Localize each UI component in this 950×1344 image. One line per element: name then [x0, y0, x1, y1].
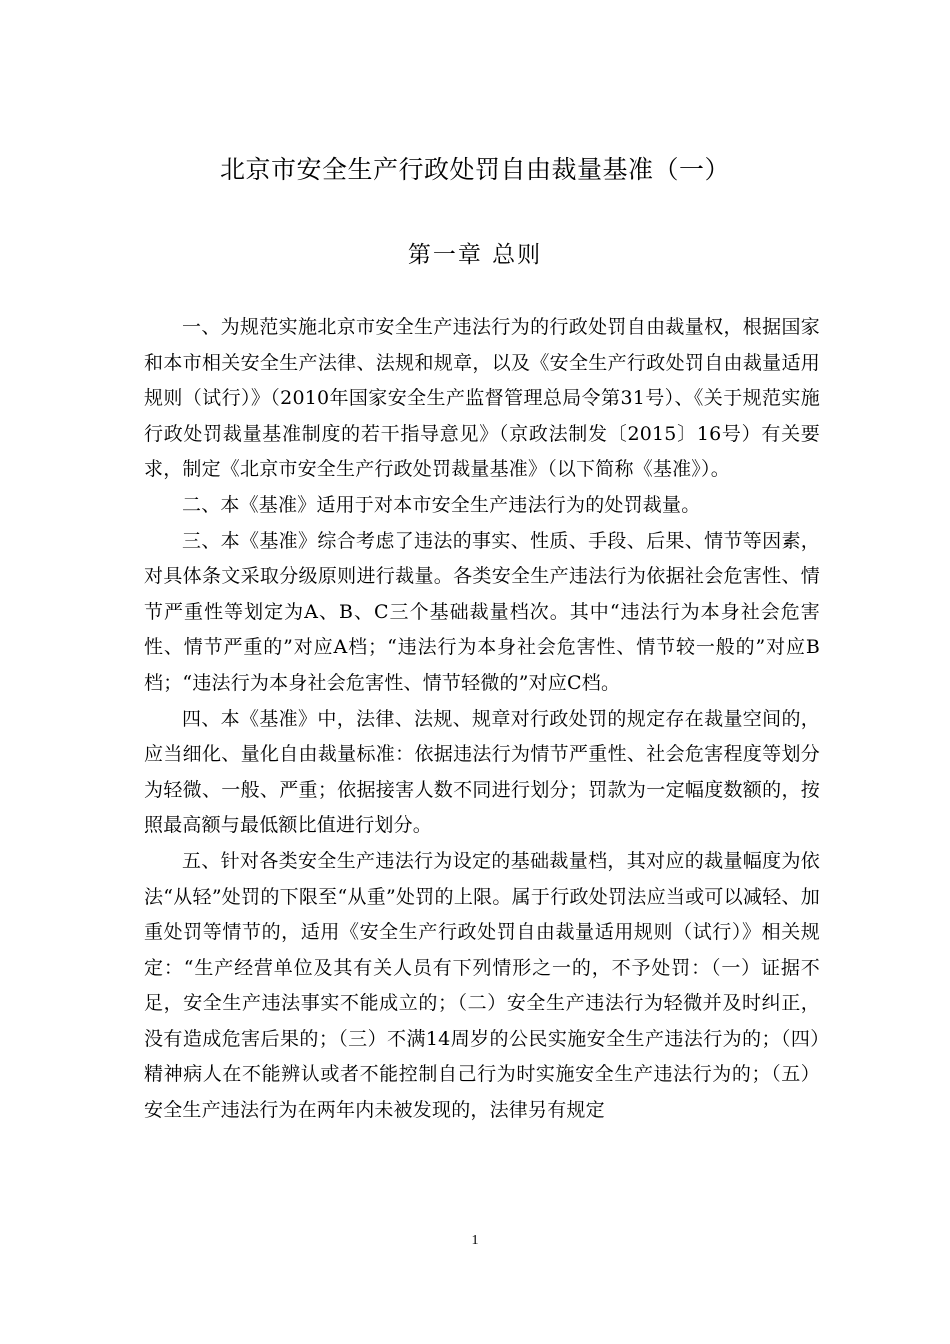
paragraph-3: 三、本《基准》综合考虑了违法的事实、性质、手段、后果、情节等因素，对具体条文采取分级原则进行裁量。各类安全生产违法行为依据社会危害性、情节严重性等划定为A、B、C三个基础裁量档次。其中“违法行为本身社会危害性、情节严重的”对应A档；“违法行为本身社会危害性、情节较一般的”对应B档；“违法行为本身社会危害性、情节轻微的”对应C档。	[144, 529, 820, 694]
paragraph-4: 四、本《基准》中，法律、法规、规章对行政处罚的规定存在裁量空间的，应当细化、量化自由裁量标准：依据违法行为情节严重性、社会危害程度等划分为轻微、一般、严重；依据接害人数不同进行划分；罚款为一定幅度数额的，按照最高额与最低额比值进行划分。	[144, 707, 820, 837]
body-text	[144, 310, 820, 1129]
paragraph-2: 二、本《基准》适用于对本市安全生产违法行为的处罚裁量。	[182, 493, 701, 516]
page-title: 北京市安全生产行政处罚自由裁量基准（一）	[219, 155, 730, 184]
paragraph-5: 五、针对各类安全生产违法行为设定的基础裁量档，其对应的裁量幅度为依法“从轻”处罚的下限至“从重”处罚的上限。属于行政处罚法应当或可以减轻、加重处罚等情节的，适用《安全生产行政处罚自由裁量适用规则（试行）》相关规定：“生产经营单位及其有关人员有下列情形之一的，不予处罚：（一）证据不足，安全生产违法事实不能成立的；（二）安全生产违法行为轻微并及时纠正，没有造成危害后果的；（三）不满14周岁的公民实施安全生产违法行为的；（四）精神病人在不能辨认或者不能控制自己行为时实施安全生产违法行为的；（五）安全生产违法行为在两年内未被发现的，法律另有规定	[144, 849, 820, 1122]
chapter-heading: 第一章 总则	[407, 242, 543, 268]
page-number: 1	[471, 1233, 479, 1248]
paragraph-1: 一、为规范实施北京市安全生产违法行为的行政处罚自由裁量权，根据国家和本市相关安全生产法律、法规和规章，以及《安全生产行政处罚自由裁量适用规则（试行）》（2010年国家安全生产监督管理总局令第31号）、《关于规范实施行政处罚裁量基准制度的若干指导意见》（京政法制发〔2015〕16号）有关要求，制定《北京市安全生产行政处罚裁量基准》（以下简称《基准》）。	[144, 316, 820, 481]
